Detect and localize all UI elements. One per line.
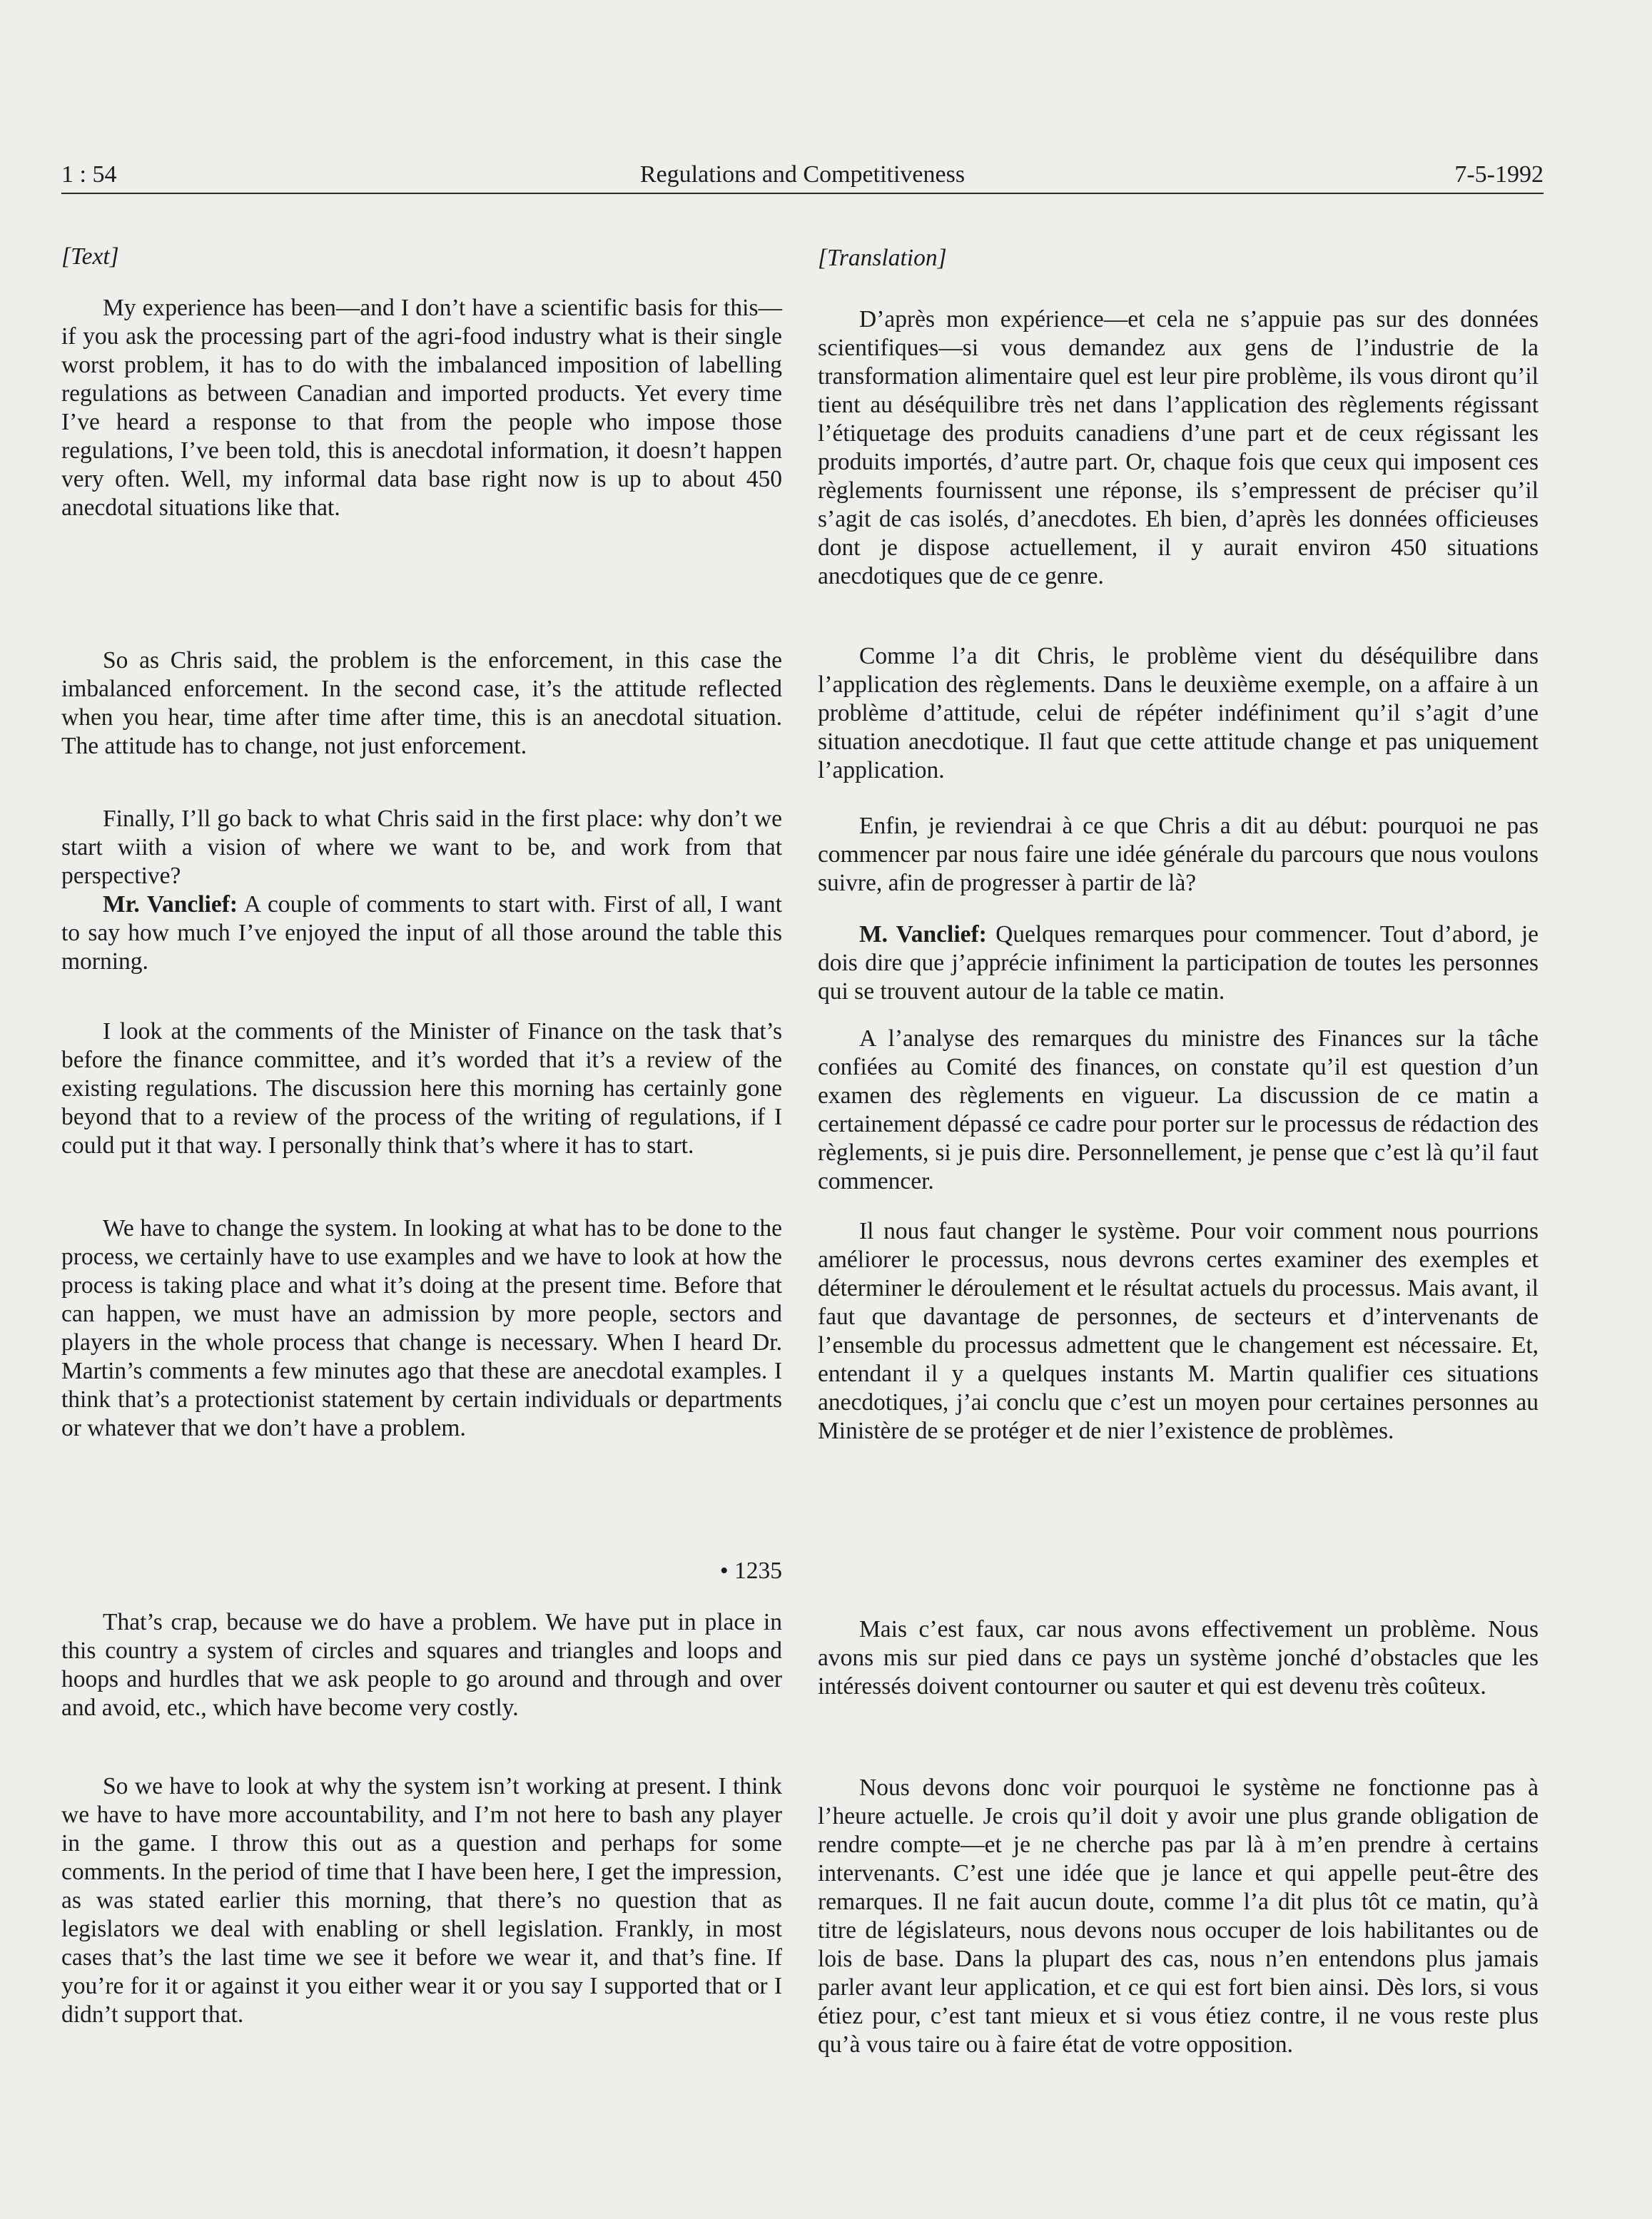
- paragraph: Finally, I’ll go back to what Chris said in the first place: why don’t we start wiith a vision of where we want to be, and work from that perspective?: [61, 806, 782, 889]
- page-number: 1 : 54: [61, 161, 117, 188]
- speaker-name: M. Vanclief:: [859, 921, 987, 948]
- time-marker: • 1235: [719, 1558, 782, 1584]
- speaker-name: Mr. Vanclief:: [103, 891, 238, 918]
- header-date: 7-5-1992: [1454, 161, 1544, 188]
- paragraph: M. Vanclief: Quelques remarques pour commencer. Tout d’abord, je dois dire que j’apprécie infiniment la participation de toutes les personnes qui se trouvent autour de la table ce matin.: [818, 921, 1539, 1005]
- paragraph: We have to change the system. In looking at what has to be done to the process, we certainly have to use examples and we have to look at how the process is taking place and what it’s doing at the present time. Before that can happen, we must have an admission by more people, sectors and players in the whole process that change is necessary. When I heard Dr. Martin’s comments a few minutes ago that these are anecdotal examples. I think that’s a protectionist statement by certain individuals or departments or whatever that we don’t have a problem.: [61, 1215, 782, 1441]
- paragraph: Il nous faut changer le système. Pour voir comment nous pourrions améliorer le processus, nous devrons certes examiner des exemples et déterminer le déroulement et le résultat actuels du processus. Mais avant, il faut que davantage de personnes, de secteurs et d’intervenants de l’ensemble du processus admettent que le changement est nécessaire. Et, entendant il y a quelques instants M. Martin qualifier ces situations anecdotiques, j’ai conclu que c’est un moyen pour certaines personnes au Ministère de se protéger et de nier l’existence de problèmes.: [818, 1218, 1539, 1444]
- paragraph: Nous devons donc voir pourquoi le système ne fonctionne pas à l’heure actuelle. Je crois qu’il doit y avoir une plus grande obligation de rendre compte—et je ne cherche pas par là à m’en prendre à certains intervenants. C’est une idée que je lance et qui appelle peut-être des remarques. Il ne fait aucun doute, comme l’a dit plus tôt ce matin, qu’à titre de législateurs, nous devons nous occuper de lois habilitantes ou de lois de base. Dans la plupart des cas, nous n’en entendons plus jamais parler avant leur application, et ce qui est fort bien ainsi. Dès lors, si vous étiez pour, c’est tant mieux et si vous étiez contre, il ne vous reste plus qu’à vous taire ou à faire état de votre opposition.: [818, 1774, 1539, 2058]
- paragraph: Mais c’est faux, car nous avons effectivement un problème. Nous avons mis sur pied dans ce pays un système jonché d’obstacles que les intéressés doivent contourner ou sauter et qui est devenu très coûteux.: [818, 1616, 1539, 1700]
- paragraph: D’après mon expérience—et cela ne s’appuie pas sur des données scientifiques—si vous demandez aux gens de l’industrie de la transformation alimentaire quel est leur pire problème, ils vous diront qu’il tient au déséquilibre très net dans l’application des règlements régissant l’étiquetage des produits canadiens d’une part et de ceux régissant les produits importés, d’autre part. Or, chaque fois que ceux qui imposent ces règlements fournissent une réponse, ils s’empressent de préciser qu’il s’agit de cas isolés, d’anecdotes. Eh bien, d’après les données officieuses dont je dispose actuellement, il y aurait environ 450 situations anecdotiques que de ce genre.: [818, 306, 1539, 589]
- page-header: [61, 158, 1544, 191]
- paragraph: So as Chris said, the problem is the enforcement, in this case the imbalanced enforcement. In the second case, it’s the attitude reflected when you hear, time after time after time, this is an anecdotal situation. The attitude has to change, not just enforcement.: [61, 647, 782, 759]
- paragraph: A l’analyse des remarques du ministre des Finances sur la tâche confiées au Comité des finances, on constate qu’il est question d’un examen des règlements en vigueur. La discussion de ce matin a certainement dépassé ce cadre pour porter sur le processus de rédaction des règlements, si je puis dire. Personnellement, je pense que c’est là qu’il faut commencer.: [818, 1025, 1539, 1194]
- paragraph: So we have to look at why the system isn’t working at present. I think we have to have more accountability, and I’m not here to bash any player in the game. I throw this out as a question and perhaps for some comments. In the period of time that I have been here, I get the impression, as was stated earlier this morning, that there’s no question that as legislators we deal with enabling or shell legislation. Frankly, in most cases that’s the last time we see it before we wear it, and that’s fine. If you’re for it or against it you either wear it or you say I supported that or I didn’t support that.: [61, 1773, 782, 2028]
- translation-tag: [Translation]: [818, 245, 947, 271]
- paragraph: Enfin, je reviendrai à ce que Chris a dit au début: pourquoi ne pas commencer par nous faire une idée générale du parcours que nous voulons suivre, afin de progresser à partir de là?: [818, 813, 1539, 896]
- text-tag: [Text]: [61, 243, 119, 270]
- paragraph: I look at the comments of the Minister of Finance on the task that’s before the finance committee, and it’s worded that it’s a review of the existing regulations. The discussion here this morning has certainly gone beyond that to a review of the process of the writing of regulations, if I could put it that way. I personally think that’s where it has to start.: [61, 1018, 782, 1159]
- paragraph: That’s crap, because we do have a problem. We have put in place in this country a system of circles and squares and triangles and loops and hoops and hurdles that we ask people to go around and through and over and avoid, etc., which have become very costly.: [61, 1609, 782, 1721]
- running-title: Regulations and Competitiveness: [639, 161, 966, 188]
- paragraph: Comme l’a dit Chris, le problème vient du déséquilibre dans l’application des règlements. Dans le deuxième exemple, on a affaire à un problème d’attitude, celui de répéter indéfiniment qu’il s’agit d’une situation anecdotique. Il faut que cette attitude change et pas uniquement l’application.: [818, 643, 1539, 783]
- paragraph: Mr. Vanclief: A couple of comments to start with. First of all, I want to say how much I’ve enjoyed the input of all those around the table this morning.: [61, 891, 782, 975]
- paragraph: My experience has been—and I don’t have a scientific basis for this—if you ask the processing part of the agri-food industry what is their single worst problem, it has to do with the imbalanced imposition of labelling regulations as between Canadian and imported products. Yet every time I’ve heard a response to that from the people who impose those regulations, I’ve been told, this is anecdotal information, it doesn’t happen very often. Well, my informal data base right now is up to about 450 anecdotal situations like that.: [61, 295, 782, 521]
- header-rule: [61, 193, 1544, 194]
